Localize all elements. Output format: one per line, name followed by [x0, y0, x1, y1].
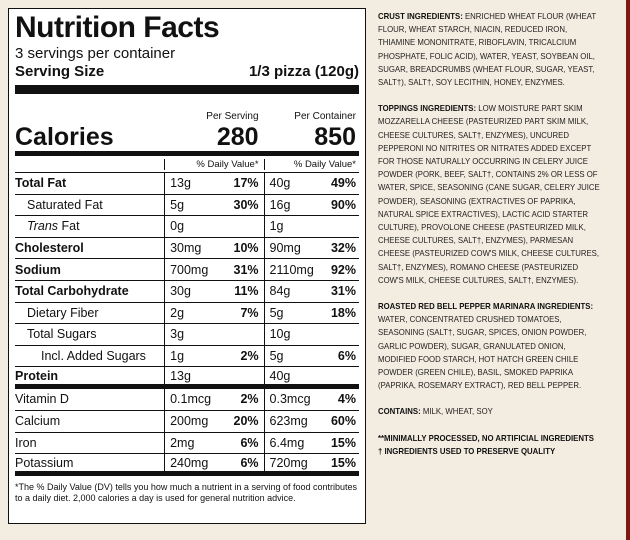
nutrient-daily-value: 6%: [337, 349, 356, 364]
servings-per-container: 3 servings per container: [15, 45, 176, 62]
nutrient-amount: 2110mg: [269, 262, 314, 277]
per-serving-cell: [164, 324, 263, 345]
thick-divider: [15, 85, 359, 94]
per-container-cell: [264, 346, 359, 367]
per-container-label: Per Container: [294, 111, 356, 122]
per-serving-cell: [164, 389, 263, 410]
per-serving-cell: [164, 238, 263, 259]
nutrient-label: Sodium: [15, 262, 61, 277]
nutrient-row: [15, 216, 359, 238]
nutrient-row: [15, 259, 359, 281]
nutrient-daily-value: 31%: [330, 284, 356, 299]
nutrient-amount: 6.4mg: [269, 435, 305, 450]
nutrient-daily-value: 18%: [330, 305, 357, 320]
nutrient-row: [15, 346, 359, 368]
toppings-ingredients: TOPPINGS INGREDIENTS: LOW MOISTURE PART SKIM MOZZARELLA CHEESE (PASTEURIZED PART SKIM MILK, CHEESE CULTURES, SALT†, ENZYMES), UNCURED PEPPERONI NO NITRITES OR NITRATES ADDED EXCEPT FOR THOSE NATURALLY OCCURRING IN CELERY JUICE POWDER (PORK, BEEF, SALT†, CONTAINS 2% OR LESS OF WATER, SPICE, SEASONING (CANE SUGAR, CELERY JUICE POWDER), SEASONING (EXTRACTIVES OF PAPRIKA, NATURAL SPICE EXTRACTIVES), LACTIC ACID STARTER CULTURE), PROVOLONE CHEESE (PASTEURIZED MILK, CHEESE CULTURES, SALT†, ENZYMES), PARMESAN CHEESE (PASTEURIZED COW'S MILK, CHEESE CULTURES, SALT†, ENZYMES), ROMANO CHEESE (PASTEURIZED COW'S MILK, CHEESE CULTURES, SALT†, ENZYMES).: [378, 103, 600, 285]
nutrient-amount: 240mg: [170, 455, 209, 470]
dv-label-container: % Daily Value*: [264, 159, 359, 170]
nutrient-label: Calcium: [15, 414, 61, 429]
nutrient-daily-value: 2%: [240, 349, 259, 364]
nutrient-row: [15, 367, 359, 389]
per-serving-cell: [164, 173, 263, 194]
per-container-cell: [264, 433, 359, 454]
per-serving-cell: [164, 281, 263, 302]
nutrition-title: Nutrition Facts: [15, 11, 220, 44]
sauce-ingredients: ROASTED RED BELL PEPPER MARINARA INGREDIENTS: WATER, CONCENTRATED CRUSHED TOMATOES, SEASONING (SALT†, SUGAR, SPICES, ONION POWDER, GARLIC POWDER), SUGAR, GRANULATED ONION, MODIFIED FOOD STARCH, HOT HATCH GREEN CHILE POWDER (GREEN CHILE), BASIL, SMOKED PAPRIKA (PAPRIKA, ROSEMARY EXTRACT), RED BELL PEPPER.: [378, 301, 594, 391]
nutrient-row: [15, 324, 359, 346]
nutrient-label: Vitamin D: [15, 392, 69, 407]
nutrient-amount: 2mg: [170, 435, 195, 450]
per-serving-cell: [164, 411, 263, 432]
nutrient-amount: 0.3mcg: [269, 392, 311, 407]
nutrient-row: [15, 281, 359, 303]
nutrient-amount: 90mg: [269, 241, 301, 256]
nutrient-row: [15, 411, 359, 433]
nutrient-label: Total Fat: [15, 176, 67, 191]
nutrient-amount: 700mg: [170, 262, 209, 277]
per-serving-cell: [164, 454, 263, 471]
nutrient-amount: 30mg: [170, 241, 202, 256]
daily-value-footnote: *The % Daily Value (DV) tells you how much a nutrient in a serving of food contributes to a daily diet. 2,000 calories a day is used for general nutrition advice.: [15, 482, 357, 504]
nutrient-amount: 5g: [170, 197, 185, 212]
per-serving-cell: [164, 303, 263, 324]
nutrition-facts-panel: [8, 8, 366, 524]
nutrient-row: [15, 173, 359, 195]
nutrient-daily-value: 11%: [234, 284, 259, 299]
nutrient-amount: 1g: [170, 349, 185, 364]
nutrient-amount: 40g: [269, 176, 291, 191]
nutrient-label: Iron: [15, 435, 37, 450]
nutrient-amount: 0.1mcg: [170, 392, 212, 407]
nutrient-amount: 623mg: [269, 414, 308, 429]
per-container-cell: [264, 238, 359, 259]
nutrient-amount: 5g: [269, 349, 284, 364]
ingredients-column: [378, 10, 605, 458]
nutrient-amount: 720mg: [269, 455, 308, 470]
per-container-cell: [264, 259, 359, 280]
allergen-contains: CONTAINS: MILK, WHEAT, SOY: [378, 406, 493, 417]
nutrient-daily-value: 7%: [240, 305, 259, 320]
nutrient-label: Dietary Fiber: [27, 305, 99, 320]
nutrient-daily-value: 2%: [240, 392, 259, 407]
nutrient-amount: 3g: [170, 327, 185, 342]
nutrient-label: Total Sugars: [27, 327, 97, 342]
per-serving-cell: [164, 195, 263, 216]
nutrient-row: [15, 389, 359, 411]
nutrient-row: [15, 454, 359, 476]
nutrient-amount: 200mg: [170, 414, 209, 429]
package-edge: [626, 0, 630, 540]
per-container-cell: [264, 389, 359, 410]
nutrient-row: [15, 433, 359, 455]
nutrient-row: [15, 303, 359, 325]
nutrient-label: Incl. Added Sugars: [41, 349, 146, 364]
daily-value-header: [15, 156, 359, 173]
dv-label-serving: % Daily Value*: [164, 159, 263, 170]
nutrient-label: Total Carbohydrate: [15, 284, 129, 299]
per-serving-cell: [164, 259, 263, 280]
nutrient-amount: 2g: [170, 305, 185, 320]
crust-ingredients: CRUST INGREDIENTS: ENRICHED WHEAT FLOUR (WHEAT FLOUR, WHEAT STARCH, NIACIN, REDUCED IRON, THIAMINE MONONITRATE, RIBOFLAVIN, TRICALCIUM PHOSPHATE, FOLIC ACID), WATER, YEAST, SOYBEAN OIL, SUGAR, BREADCRUMBS (WHEAT FLOUR, SUGAR, YEAST, SALT†), SALT†, SOY LECITHIN, HONEY, ENZYMES.: [378, 11, 596, 88]
nutrient-daily-value: 6%: [240, 435, 259, 450]
calories-row: [15, 122, 359, 156]
nutrient-daily-value: 17%: [233, 176, 259, 191]
column-headers: [15, 94, 359, 122]
per-serving-cell: [164, 433, 263, 454]
nutrient-daily-value: 30%: [233, 197, 259, 212]
per-container-cell: [264, 454, 359, 471]
nutrient-rows: [15, 173, 359, 476]
per-serving-label: Per Serving: [206, 111, 259, 122]
nutrient-daily-value: 6%: [240, 455, 259, 470]
nutrient-label: Saturated Fat: [27, 197, 103, 212]
nutrient-daily-value: 31%: [233, 262, 259, 277]
nutrient-amount: 10g: [269, 327, 291, 342]
nutrient-amount: 1g: [269, 219, 284, 234]
per-container-cell: [264, 303, 359, 324]
serving-size: [15, 62, 359, 82]
nutrient-label: Potassium: [15, 455, 74, 470]
nutrient-daily-value: 90%: [330, 197, 357, 212]
nutrient-amount: 13g: [170, 176, 191, 191]
per-container-cell: [264, 411, 359, 432]
per-container-cell: [264, 281, 359, 302]
nutrient-daily-value: 32%: [330, 241, 356, 256]
per-serving-cell: [164, 346, 263, 367]
nutrient-daily-value: 60%: [330, 414, 356, 429]
per-serving-cell: [164, 216, 263, 237]
nutrient-amount: 30g: [170, 284, 191, 299]
minimally-processed-note: **MINIMALLY PROCESSED, NO ARTIFICIAL INGREDIENTS: [378, 432, 594, 443]
nutrient-daily-value: 15%: [330, 435, 356, 450]
per-container-cell: [264, 367, 359, 384]
per-serving-cell: [164, 367, 263, 384]
preserve-quality-note: † INGREDIENTS USED TO PRESERVE QUALITY: [378, 445, 556, 456]
nutrient-row: [15, 195, 359, 217]
nutrient-daily-value: 92%: [330, 262, 356, 277]
per-container-cell: [264, 173, 359, 194]
nutrient-label: Cholesterol: [15, 241, 84, 256]
nutrient-label: Trans Fat: [27, 219, 80, 234]
nutrient-daily-value: 49%: [330, 176, 356, 191]
nutrient-daily-value: 15%: [330, 455, 356, 470]
nutrient-amount: 5g: [269, 305, 284, 320]
nutrient-amount: 40g: [269, 368, 291, 383]
nutrient-daily-value: 10%: [233, 241, 259, 256]
nutrient-amount: 16g: [269, 197, 291, 212]
nutrient-label: Protein: [15, 368, 59, 383]
nutrient-amount: 84g: [269, 284, 291, 299]
calories-per-serving: 280: [216, 123, 259, 151]
per-container-cell: [264, 216, 359, 237]
per-container-cell: [264, 195, 359, 216]
nutrient-daily-value: 4%: [337, 392, 356, 407]
nutrient-daily-value: 20%: [233, 414, 259, 429]
serving-size-value: 1/3 pizza (120g): [248, 63, 359, 80]
calories-per-container: 850: [314, 123, 356, 151]
nutrient-amount: 0g: [170, 219, 185, 234]
calories-label: Calories: [15, 123, 114, 151]
nutrient-amount: 13g: [170, 368, 191, 383]
per-container-cell: [264, 324, 359, 345]
serving-size-label: Serving Size: [15, 63, 105, 80]
nutrient-row: [15, 238, 359, 260]
